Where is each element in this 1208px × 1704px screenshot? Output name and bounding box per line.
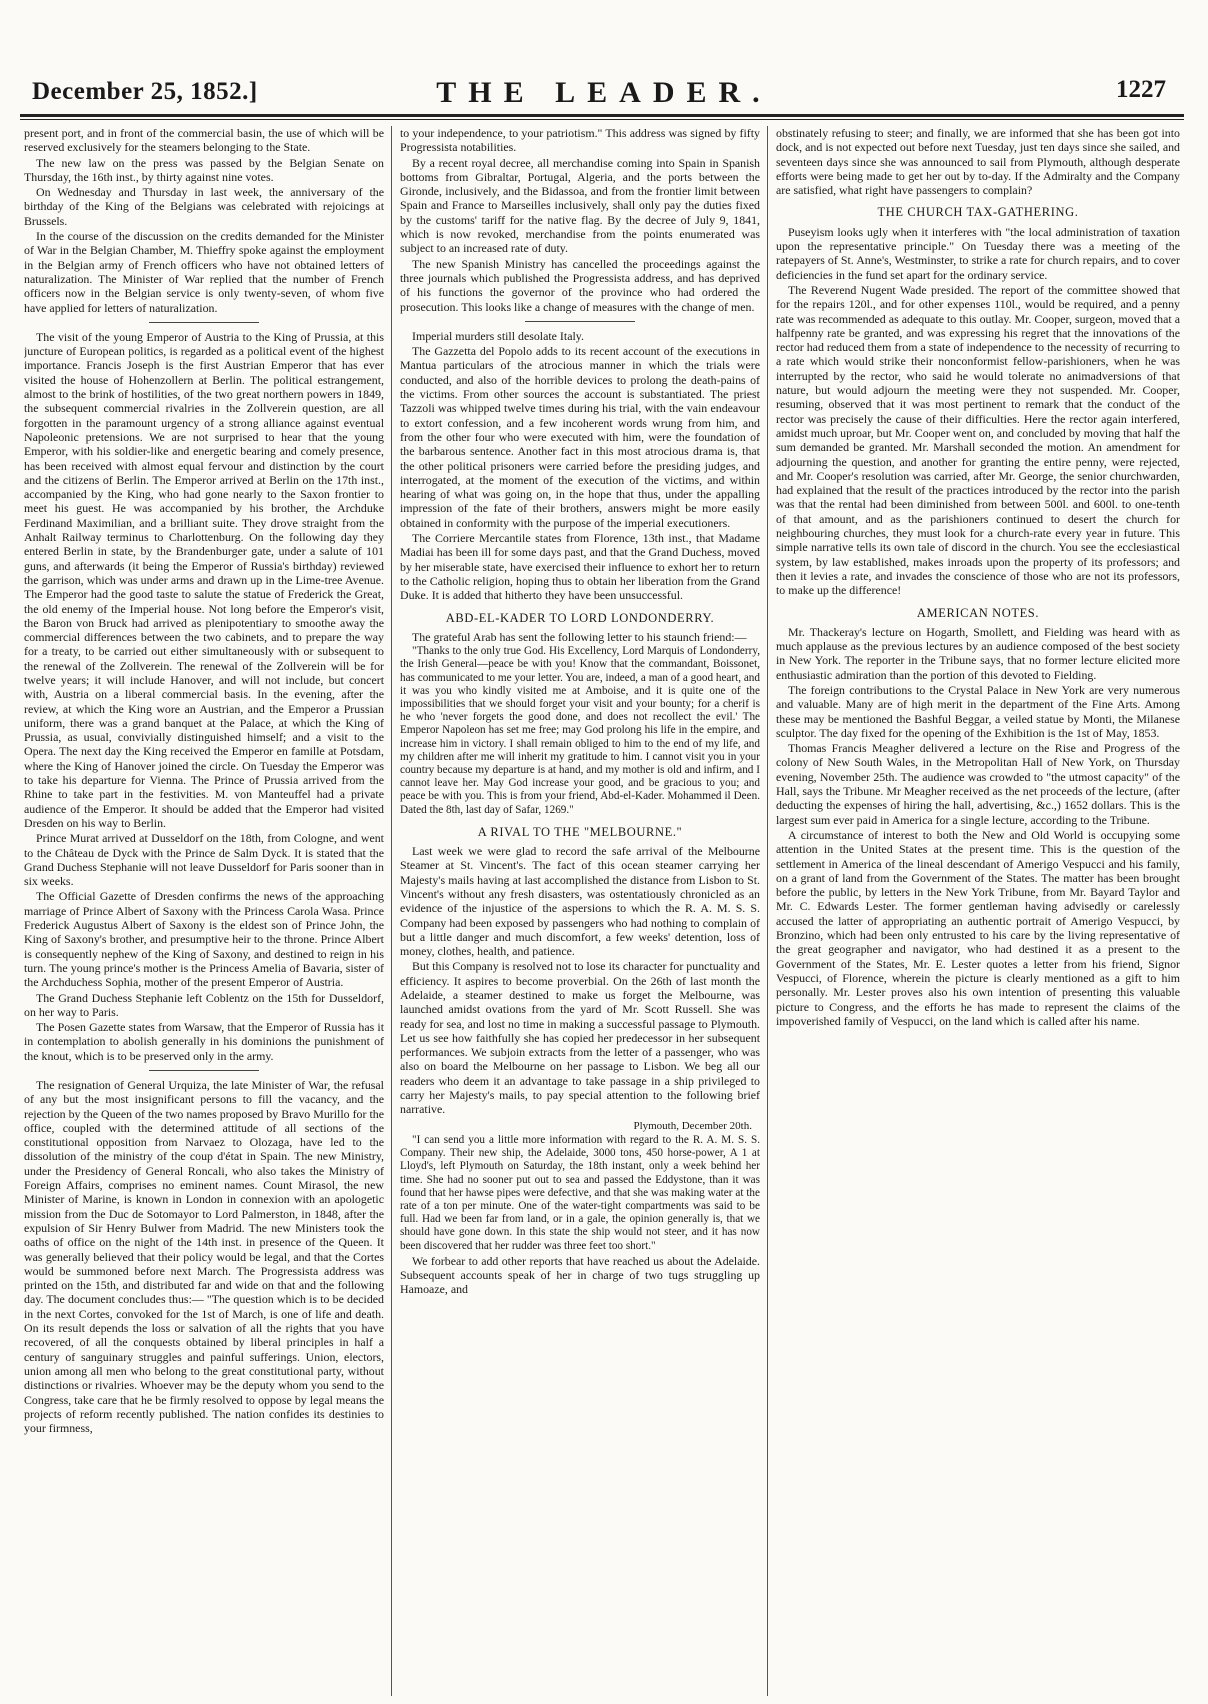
section-heading: AMERICAN NOTES. [916, 605, 1040, 620]
paragraph: By a recent royal decree, all merchandise coming into Spain in Spanish bottoms from Gibraltar, Portugal, Algeria, and the ports between the Gironde, inclusively, and the Bidassoa, and from the frontier limit between Spain and France to Marseilles inclusively, shall only pay the duties fixed by the customs' tariff for the native flag. By the decree of July 9, 1841, which is now revoked, merchandise from the points enumerated was subject to an increased rate of duty. [400, 155, 760, 256]
paragraph: But this Company is resolved not to lose its character for punctuality and efficiency. It aspires to become proverbial. On the 26th of last month the Adelaide, a steamer destined to make us forget the Melbourne, was launched amidst ovations from the yard of Mr. Scott Russell. She was ready for sea, and lost no time in making a successful passage to Plymouth. Let us see how faithfully she has copied her predecessor in her subsequent performances. We subjoin extracts from the letter of a passenger, who was also on board the Melbourne on her passage to Lisbon. We beg all our readers who deem it an advantage to take passage in a ship privileged to carry her Majesty's mails, to pay special attention to the following brief narrative. [400, 959, 760, 1117]
column-rule-2 [767, 126, 768, 1696]
paragraph: In the course of the discussion on the credits demanded for the Minister of War in the Belgian Chamber, M. Thieffry spoke against the employment in the Belgian army of French officers who have not obtained letters of naturalization. The Minister of War replied that the number of French officers now in the Belgian service is only twenty-seven, of whom five have applied for letters of naturalization. [24, 229, 384, 315]
paragraph: The Reverend Nugent Wade presided. The report of the committee showed that for the repairs 120l., and for other expenses 110l., would be required, and a penny rate was recommended as adequate to this outlay. Mr. Cooper, surgeon, moved that a halfpenny rate be granted, and was expressing his regret that the innovations of the rector had reduced them from a state of independence to the necessity of recurring to a rate which would strike their nonconformist fellow-parishioners, when he was interrupted by the rector, who said he would tolerate no animadversions of that nature, but would adjourn the meeting were they not suspended. Mr. Cooper, resuming, observed that it was most pertinent to remark that the conduct of the rector was precisely the cause of their difficulties. Here the rector again interfered, amidst much uproar, but Mr. Cooper went on, and concluded by moving that half the sum demanded be granted. Mr. Marshall seconded the motion. An amendment for adjourning the question, and another for granting the entire penny, were rejected, and Mr. Cooper's resolution was carried, after Mr. George, the senior churchwarden, had explained that the result of the practices introduced by the rector into the parish was that the rental had been diminished from between 500l. and 600l. to one-tenth of that amount, and as the parishioners continued to desert the church for neighbouring churches, they must look for a church-rate every year in future. This simple narrative tells its own tale of discord in the church. You see the ecclesiastical system, by law established, makes inroads upon the property of its professors; and then it levies a rate, and invades the conscience of those who are not its professors, to make up the difference! [776, 282, 1180, 598]
paragraph: present port, and in front of the commercial basin, the use of which will be reserved exclusively for the steamers belonging to the State. [24, 126, 384, 155]
paragraph: The foreign contributions to the Crystal Palace in New York are very numerous and valuable. Many are of high merit in the department of the Fine Arts. Among these may be mentioned the Bashful Beggar, a veiled statue by Monti, the Milanese sculptor. The day fixed for the opening of the Exhibition is the 1st of May, 1853. [776, 682, 1180, 740]
issue-date: December 25, 1852.] [32, 78, 258, 105]
masthead-rule [20, 114, 1184, 117]
paragraph: The Gazzetta del Popolo adds to its recent account of the executions in Mantua particulars of the atrocious manner in which the trials were conducted, and also of the horrible devices to prolong the death-pains of the victims. From other sources the account is substantiated. The priest Tazzoli was whipped twelve times during his trial, with the vain endeavour to extort confession, and a few incoherent words wrung from him, and from the other four who were executed with him, were the foundation of the barbarous sentence. Another fact in this most atrocious drama is, that the other political prisoners were carried before the presiding judges, and interrogated, at the moment of the execution of the victims, and within hearing of what was going on, in the hope that thus, under the appalling impression of the fate of their brothers, answers might be more easily obtained in conformity with the purpose of the imperial executioners. [400, 344, 760, 530]
paragraph: obstinately refusing to steer; and finally, we are informed that she has been got into dock, and is not expected out before next Tuesday, just ten days since she sailed, and seventeen days since she was announced to sail from Plymouth, although desperate efforts were being made to get her out by to-day. If the Admiralty and the Company are satisfied, what right have passengers to complain? [776, 126, 1180, 198]
paragraph: We forbear to add other reports that have reached us about the Adelaide. Subsequent accounts speak of her in charge of two tugs struggling up Hamoaze, and [400, 1253, 760, 1297]
paragraph: The new Spanish Ministry has cancelled the proceedings against the three journals which published the Progressista address, and has deprived of his functions the governor of the province who had ordered the prosecution. This looks like a change of measures with the change of men. [400, 256, 760, 314]
paragraph: Imperial murders still desolate Italy. [412, 328, 584, 343]
paragraph: Puseyism looks ugly when it interferes with "the local administration of taxation upon the representative principle." On Tuesday there was a meeting of the ratepayers of St. Anne's, Westminster, to strike a rate for church repairs, and to cover deficiencies in the fund set apart for the ordinary service. [776, 224, 1180, 282]
paragraph: Thomas Francis Meagher delivered a lecture on the Rise and Progress of the colony of New South Wales, in the Metropolitan Hall of New York, on Thursday evening, November 25th. The audience was crowded to "the utmost capacity" of the Hall, says the Tribune. Mr Meagher received as the net proceeds of the lecture, (after deducting the expenses of hiring the hall, advertising, &c.,) 1652 dollars. This is the largest sum ever paid in America for a single lecture, according to the Tribune. [776, 741, 1180, 827]
masthead [20, 72, 1188, 112]
section-heading: ABD-EL-KADER TO LORD LONDONDERRY. [445, 610, 715, 625]
column-rule-1 [391, 126, 392, 1696]
page-number: 1227 [1116, 76, 1166, 103]
masthead-rule-thin [20, 119, 1184, 120]
paragraph: The Corriere Mercantile states from Florence, 13th inst., that Madame Madiai has been ill for some days past, and that the Grand Duchess, moved by her miserable state, have exercised their influence to exhort her to return to the Catholic religion, hoping thus to obtain her liberation from the Grand Duke. It is added that hitherto they have been unsuccessful. [400, 531, 760, 603]
paragraph: The visit of the young Emperor of Austria to the King of Prussia, at this juncture of European politics, is regarded as a political event of the highest importance. Francis Joseph is the first Austrian Emperor that has ever visited the house of Hohenzollern at Berlin. The political estrangement, almost to the brink of hostilities, of the two great northern powers in 1849, the subsequent commercial rivalries in the Zollverein question, are all forgotten in the paramount urgency of a strong alliance against eventual Napoleonic pretensions. We are not surprised to hear that the young Emperor, with his soldier-like and energetic bearing and comely presence, has been received with almost equal fervour and distinction by the court and the citizens of Berlin. The Emperor arrived at Berlin on the 17th inst., accompanied by the King, who had gone nearly to the Saxon frontier to meet his guest. He was accompanied by his brother, the Archduke Ferdinand Maximilian, and a brilliant suite. They drove straight from the Anhalt Railway terminus to Charlottenburg. On the following day they entered Berlin in state, by the Brandenburger gate, under a salute of 101 guns, and afterwards (it being the Emperor of Russia's birthday) reviewed the garrison, which was under arms and drawn up in the Lime-tree Avenue. The Emperor had the good taste to salute the statue of Frederick the Great, the old enemy of the Imperial house. Not long before the Emperor's visit, the Baron von Bruck had arrived as plenipotentiary to smoothe away the commercial differences between the two cabinets, and to prepare the way for a treaty, to be carried out either simultaneously with or subsequent to the renewal of the Zollverein. The renewal of the Zollverein will be for twelve years; it will include Hanover, and will not include, but concert with, Austria on a liberal commercial basis. In the evening, after the review, at which the King wore an Austrian, and the Emperor a Prussian uniform, there was a grand banquet at the Palace, at which the King of Prussia, as usual, convivially distinguished himself; and a visit to the Opera. The next day the King received the Emperor en famille at Potsdam, where the King of Hanover joined the circle. On Tuesday the Emperor was to take his departure for Vienna. The Prince of Prussia arrived from the Rhine to take part in the festivities. M. von Manteuffel had a private audience of the Emperor. It should be added that the Emperor had visited Dresden on his way to Berlin. [24, 329, 384, 830]
section-separator [149, 1070, 259, 1071]
paragraph: Prince Murat arrived at Dusseldorf on the 18th, from Cologne, and went to the Château de Dyck with the Prince de Salm Dyck. It is stated that the Grand Duchess Stephanie will not leave Dusseldorf for Paris sooner than in six weeks. [24, 831, 384, 889]
dateline: Plymouth, December 20th. [633, 1119, 752, 1132]
paragraph: On Wednesday and Thursday in last week, the anniversary of the birthday of the King of the Belgians was celebrated with rejoicings at Brussels. [24, 185, 384, 228]
section-heading: A RIVAL TO THE "MELBOURNE." [477, 824, 683, 839]
column-1 [24, 126, 384, 1694]
section-separator [525, 321, 635, 322]
paragraph: The Official Gazette of Dresden confirms the news of the approaching marriage of Prince Albert of Saxony with the Princess Carola Wasa. Prince Frederick Augustus Albert of Saxony is the eldest son of Prince John, the King of Saxony's brother, and presumptive heir to the throne. Prince Albert is consequently nephew of the King of Saxony, and destined to reign in his turn. The young prince's mother is the Princess Amelia of Bavaria, sister of the Archduchess Sophia, mother of the present Emperor of Austria. [24, 889, 384, 990]
quoted-letter: "Thanks to the only true God. His Excellency, Lord Marquis of Londonderry, the Irish General—peace be with you! Know that the commandant, Boissonet, has communicated to me your letter. You are, indeed, a man of a good heart, and it was you who kindly visited me at Amboise, and it is quite one of the impossibilities that we should forget your visit and your bounty; for a cherif is he who 'never forgets the good done, and does not recollect the evil.' The Emperor Napoleon has set me free; may God prolong his life in the empire, and increase him in victory. I shall remain obliged to him to the end of my life, and my children after me will inherit my gratitude to him. I cannot visit you in your country because my departure is at hand, and my mother is old and infirm, and I cannot leave her. May God increase your good, and be gracious to you; and peace be with you. This is from your friend, Abd-el-Kader. Mohammed il Deen. Dated the 8th, last day of Safar, 1269." [400, 645, 760, 816]
paragraph: The resignation of General Urquiza, the late Minister of War, the refusal of any but the most insignificant persons to fill the vacancy, and the rejection by the Queen of the two names proposed by Bravo Murillo for the office, coupled with the determined attitude of all sections of the constitutional opposition from Narvaez to Olozaga, have led to the dissolution of the ministry of the coup d'état in Spain. The new Ministry, under the Presidency of General Roncali, who also takes the Ministry of Foreign Affairs, comprises no eminent names. Count Mirasol, the new Minister of Marine, is known in London in connexion with an apologetic mission from the Duc de Sotomayor to Lord Palmerston, in 1848, after the expulsion of Sir Henry Bulwer from Madrid. The new Ministers took the oaths of office on the night of the 14th inst. in presence of the Queen. It was generally believed that their policy would be legal, and that the Cortes would be summoned before next March. The Progressista address was printed on the 15th, and distributed far and wide on that and the following day. The document concludes thus:— "The question which is to be decided in the next Cortes, convoked for the 1st of March, is one of life and death. On its result depends the loss or salvation of all the rights that you have recovered, of all the conquests obtained by liberal principles in half a century of sanguinary struggles and painful sufferings. Union, electors, union among all men who belong to the great constitutional party, without distinctions or rivalries. Whoever may be the deputy whom you send to the Congress, take care that he be firmly resolved to oppose by legal means the projects of reform recently published. The nation confides its destinies to your firmness, [24, 1078, 384, 1436]
paragraph: The Grand Duchess Stephanie left Coblentz on the 15th for Dusseldorf, on her way to Paris. [24, 990, 384, 1019]
paragraph: to your independence, to your patriotism." This address was signed by fifty Progressista notabilities. [400, 126, 760, 155]
column-2 [400, 126, 760, 1694]
column-3 [776, 126, 1180, 1694]
paragraph: A circumstance of interest to both the New and Old World is occupying some attention in the United States at the present time. This is the question of the settlement in America of the lineal descendant of Amerigo Vespucci and his family, on a grant of land from the Government of the States. The matter has been brought before the public, by letters in the New York Tribune, from Mr. Bayard Taylor and Mr. C. Edwards Lester. The former gentleman having advisedly or carelessly accused the latter of appropriating an authentic portrait of Amerigo Vespucci, by Bronzino, which had been only entrusted to his care by the living representative of the great geographer and navigator, who had destined it as a present to the Government of the States, Mr. E. Lester quotes a letter from his friend, Signor Vespucci, of Florence, wherein the picture is clearly mentioned as a gift to him personally. Mr. Lester proves also his own intention of presenting this valuable picture to Congress, and the efforts he has made to represent the claims of the impoverished family of Vespucci, on the land which is called after his name. [776, 827, 1180, 1028]
quoted-letter: "I can send you a little more information with regard to the R. A. M. S. S. Company. Their new ship, the Adelaide, 3000 tons, 450 horse-power, A 1 at Lloyd's, left Plymouth on Saturday, the 18th instant, only a week behind her time. She had no sooner put out to sea and passed the Eddystone, than it was found that her hawse pipes were defective, and that she was making water at the rate of a ton per minute. One of the water-tight compartments was said to be full. Had we been far from land, or in a gale, the opinion generally is, that we should have gone down. In this state the ship would not steer, and it has now been discovered that her rudder was three feet too short." [400, 1133, 760, 1252]
paragraph: The Posen Gazette states from Warsaw, that the Emperor of Russia has it in contemplation to abolish generally in his dominions the punishment of the knout, which is to be preserved only in the army. [24, 1020, 384, 1063]
section-separator [149, 322, 259, 323]
paragraph: The grateful Arab has sent the following letter to his staunch friend:— [412, 629, 747, 644]
paragraph: The new law on the press was passed by the Belgian Senate on Thursday, the 16th inst., by thirty against nine votes. [24, 155, 384, 184]
paragraph: Mr. Thackeray's lecture on Hogarth, Smollett, and Fielding was heard with as much applause as the previous lectures by an audience composed of the best society in New York. The reporter in the Tribune says, that no former lecture elicited more enthusiastic admiration than the portion of this devoted to Fielding. [776, 624, 1180, 682]
section-heading: THE CHURCH TAX-GATHERING. [877, 205, 1079, 220]
newspaper-title: THE LEADER. [436, 76, 772, 109]
paragraph: Last week we were glad to record the safe arrival of the Melbourne Steamer at St. Vincent's. The fact of this ocean steamer carrying her Majesty's mails having at last accomplished the distance from Lisbon to St. Vincent's without any fresh disasters, was ostentatiously chronicled as an evidence of the injustice of the aspersions to which the R. A. M. S. S. Company had been exposed by passengers who had nothing to complain of but a little danger and much discomfort, a few weeks' detention, loss of money, clothes, health, and patience. [400, 844, 760, 959]
